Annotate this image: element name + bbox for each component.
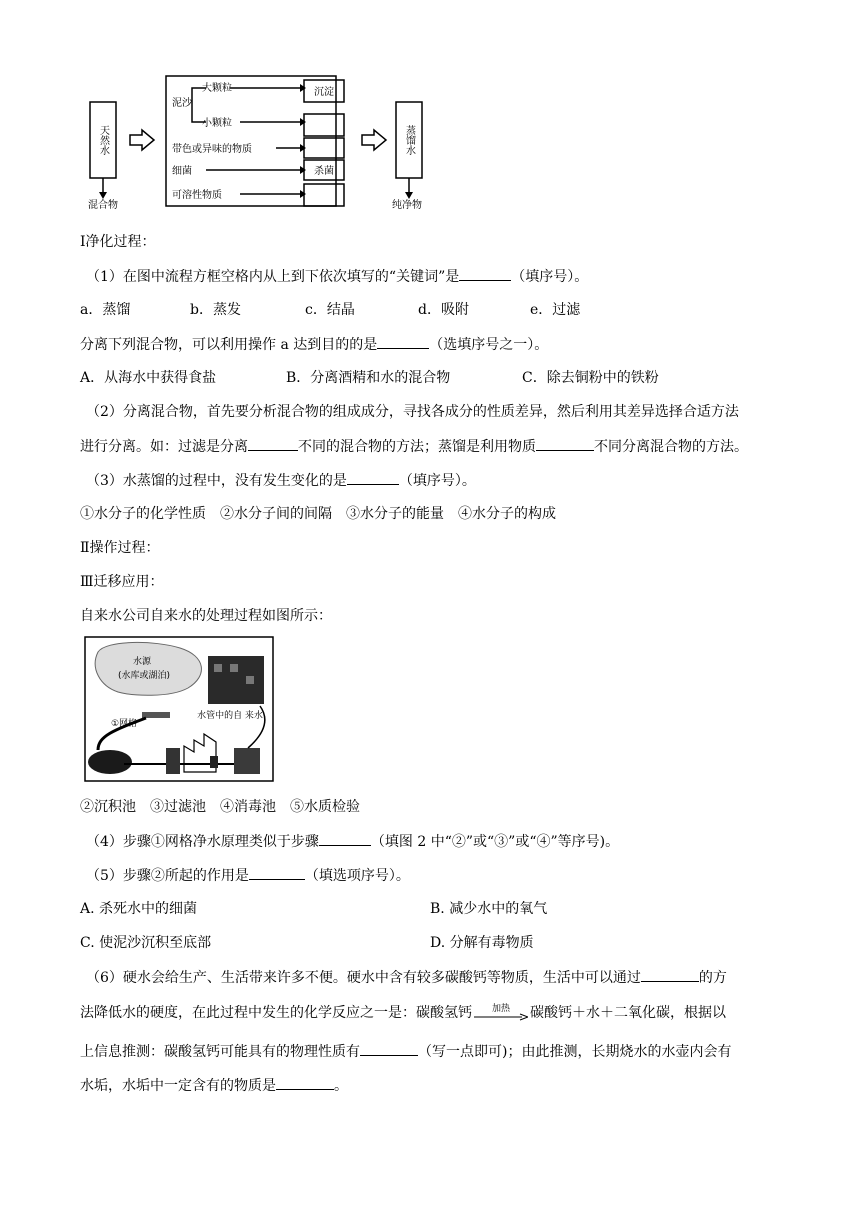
bacteria-label: 细菌: [172, 166, 192, 177]
section3-title: Ⅲ迁移应用：: [80, 574, 164, 590]
grid-step-label: ①网格: [110, 719, 138, 729]
q4-line: （4）步骤①网格净水原理类似于步骤 （填图 2 中“②”或“③”或“④”等序号)。: [86, 831, 619, 852]
q1-option-c: c．结晶: [305, 302, 355, 318]
color-odor-label: 带色或异味的物质: [172, 144, 252, 155]
soluble-label: 可溶性物质: [172, 190, 222, 201]
q6-blank2[interactable]: [360, 1041, 418, 1056]
q1-blank[interactable]: [459, 266, 511, 281]
q6-blank1[interactable]: [641, 967, 699, 982]
q6-blank3[interactable]: [276, 1075, 334, 1090]
pure-substance-label: 纯净物: [392, 200, 422, 211]
q1-option-e: e．过滤: [530, 302, 581, 318]
q6-line3: 上信息推测：碳酸氢钙可能具有的物理性质有 （写一点即可)；由此推测，长期烧水的水壶内会有: [80, 1041, 731, 1062]
q5-option-d: D. 分解有毒物质: [430, 935, 534, 951]
reaction-arrow-icon: [472, 1003, 530, 1023]
q1-option-b: b．蒸发: [190, 302, 241, 318]
mud-label: 泥沙: [172, 98, 192, 109]
water-treatment-diagram: [84, 636, 274, 782]
q3-blank[interactable]: [347, 470, 399, 485]
mixture-label: 混合物: [88, 200, 118, 211]
section1-title: Ⅰ净化过程：: [80, 234, 156, 250]
steps-legend: ②沉积池 ③过滤池 ④消毒池 ⑤水质检验: [80, 799, 360, 815]
q2-blank2[interactable]: [536, 436, 594, 451]
q1-followup-blank[interactable]: [377, 334, 429, 349]
big-particles-label: 大颗粒: [202, 83, 232, 94]
pipe-water-label: 水管中的自 来水: [197, 711, 263, 721]
q1-choice-c: C．除去铜粉中的铁粉: [522, 370, 659, 386]
q2-blank1[interactable]: [248, 436, 298, 451]
reaction-condition: 加热: [491, 1004, 510, 1014]
q5-line: （5）步骤②所起的作用是 （填选项序号）。: [86, 865, 410, 886]
q6-line4: 水垢，水垢中一定含有的物质是 。: [80, 1075, 348, 1096]
distilled-water-label: 蒸馏水: [403, 125, 415, 155]
q5-option-b: B. 减少水中的氧气: [430, 901, 548, 917]
water-source-label: 水源: [132, 657, 152, 667]
q1-line: （1）在图中流程方框空格内从上到下依次填写的“关键词”是 （填序号）。: [86, 266, 588, 287]
q1-followup: 分离下列混合物，可以利用操作 a 达到目的的是 （选填序号之一）。: [80, 334, 548, 355]
natural-water-label: 天然水: [97, 125, 109, 155]
q2-line1: （2）分离混合物，首先要分析混合物的组成成分，寻找各成分的性质差异，然后利用其差异选择合适方法: [86, 404, 739, 420]
q2-line2: 进行分离。如：过滤是分离 不同的混合物的方法；蒸馏是利用物质 不同分离混合物的方法。: [80, 436, 748, 457]
q6-line2: 法降低水的硬度，在此过程中发生的化学反应之一是：碳酸氢钙 加热 碳酸钙＋水＋二氧化碳，根据以: [80, 1003, 726, 1023]
q1-option-a: a．蒸馏: [80, 302, 131, 318]
q5-blank[interactable]: [249, 865, 305, 880]
q3-line: （3）水蒸馏的过程中，没有发生变化的是 （填序号）。: [86, 470, 476, 491]
small-particles-label: 小颗粒: [202, 118, 232, 129]
purification-flow-diagram: [80, 70, 450, 215]
q5-option-c: C. 使泥沙沉积至底部: [80, 935, 212, 951]
intro-text: 自来水公司自来水的处理过程如图所示：: [80, 608, 332, 624]
q1-choice-b: B．分离酒精和水的混合物: [286, 370, 451, 386]
water-source-sublabel: (水库或湖泊): [117, 671, 171, 681]
q6-line1: （6）硬水会给生产、生活带来许多不便。硬水中含有较多碳酸钙等物质，生活中可以通过 的方: [86, 967, 727, 988]
sediment-box-label: 沉淀: [314, 87, 334, 98]
q3-options: ①水分子的化学性质 ②水分子间的间隔 ③水分子的能量 ④水分子的构成: [80, 506, 556, 522]
q4-blank[interactable]: [319, 831, 371, 846]
sterilize-box-label: 杀菌: [314, 166, 334, 177]
q5-option-a: A. 杀死水中的细菌: [80, 901, 198, 917]
section2-title: Ⅱ操作过程：: [80, 540, 160, 556]
q1-choice-a: A．从海水中获得食盐: [80, 370, 217, 386]
q1-option-d: d．吸附: [418, 302, 469, 318]
